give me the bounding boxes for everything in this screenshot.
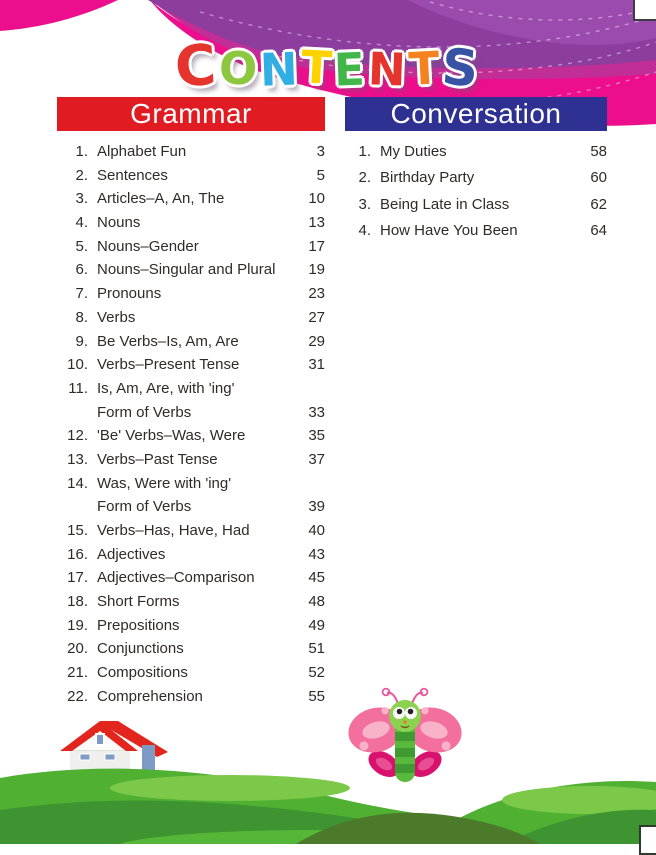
toc-title: Conjunctions (97, 640, 184, 658)
toc-number: 2. (75, 166, 88, 184)
toc-page: 60 (590, 169, 607, 187)
toc-page: 33 (308, 403, 325, 421)
toc-row (57, 590, 325, 614)
toc-title: Prepositions (97, 616, 180, 634)
toc-row (57, 306, 325, 330)
toc-number: 14. (67, 474, 88, 492)
toc-row (345, 139, 607, 165)
toc-row (57, 424, 325, 448)
toc-page: 45 (308, 569, 325, 587)
toc-row (345, 165, 607, 191)
toc-number: 4. (358, 222, 371, 240)
toc-title: Sentences (97, 166, 168, 184)
toc-page: 29 (308, 332, 325, 350)
toc-title: Adjectives (97, 545, 166, 563)
toc-title: Verbs–Has, Have, Had (97, 522, 250, 539)
toc-number: 21. (67, 664, 88, 682)
toc-page: 39 (308, 498, 325, 516)
toc-page: 5 (316, 166, 325, 184)
toc-row (57, 637, 325, 661)
toc-title: Comprehension (97, 687, 203, 705)
toc-row (57, 495, 325, 519)
title-letter: O (217, 41, 261, 96)
toc-number: 1. (358, 143, 371, 160)
toc-row (57, 472, 325, 496)
toc-number (57, 401, 88, 425)
toc-row (57, 543, 325, 567)
toc-page: 55 (308, 687, 325, 705)
toc-row (345, 218, 607, 244)
toc-number: 11. (68, 379, 88, 397)
title-letter: T (407, 41, 444, 96)
toc-page: 10 (308, 190, 325, 208)
title-letter: N (367, 42, 410, 97)
toc-number: 7. (75, 285, 88, 303)
grammar-section-header: Grammar (57, 97, 325, 131)
title-letter: E (333, 42, 369, 97)
toc-row (57, 211, 325, 235)
toc-title: Verbs–Present Tense (97, 356, 240, 374)
toc-number: 2. (358, 169, 371, 187)
toc-number: 19. (67, 616, 88, 634)
toc-number: 9. (75, 332, 88, 350)
toc-title: Form of Verbs (97, 403, 192, 421)
toc-page: 31 (308, 356, 325, 374)
toc-title: Articles–A, An, The (97, 190, 225, 208)
toc-page: 62 (590, 195, 607, 213)
toc-title: Be Verbs–Is, Am, Are (97, 332, 239, 350)
toc-number: 15. (67, 522, 88, 539)
toc-number: 16. (67, 545, 88, 563)
toc-page: 19 (308, 261, 325, 279)
toc-row (57, 282, 325, 306)
toc-title: Nouns–Singular and Plural (97, 261, 276, 279)
toc-number: 6. (75, 261, 88, 279)
title-letter: S (440, 37, 484, 99)
toc-row (57, 258, 325, 282)
conversation-section-header: Conversation (345, 97, 607, 131)
toc-number: 20. (67, 640, 88, 658)
toc-title: Was, Were with 'ing' (97, 474, 232, 492)
toc-title: Is, Am, Are, with 'ing' (97, 379, 235, 397)
toc-number: 13. (67, 450, 88, 468)
toc-row (57, 377, 325, 401)
toc-row (57, 448, 325, 472)
toc-page: 23 (308, 285, 325, 303)
toc-page (293, 472, 325, 496)
toc-page: 49 (308, 616, 325, 634)
conversation-toc-list (345, 139, 607, 245)
toc-row (57, 164, 325, 188)
grass-hills-graphic (0, 762, 656, 844)
toc-title: Form of Verbs (97, 498, 192, 516)
toc-number: 8. (75, 308, 88, 326)
toc-number: 18. (67, 593, 88, 611)
toc-page: 37 (308, 450, 325, 468)
toc-page: 13 (308, 214, 325, 232)
toc-row (57, 566, 325, 590)
toc-title: Verbs–Past Tense (97, 450, 218, 468)
grammar-toc-list (57, 140, 325, 709)
toc-row (57, 685, 325, 709)
toc-title: Pronouns (97, 285, 162, 303)
toc-number: 4. (75, 214, 88, 232)
toc-row (57, 661, 325, 685)
page-title (0, 34, 656, 99)
toc-row (57, 187, 325, 211)
toc-page: 48 (308, 593, 325, 611)
toc-number: 5. (75, 237, 88, 255)
toc-row (57, 353, 325, 377)
toc-row (57, 519, 325, 543)
toc-row (57, 330, 325, 354)
title-letter: T (299, 40, 336, 95)
toc-number: 3. (358, 195, 371, 213)
title-letter: C (172, 32, 221, 101)
toc-page: 52 (308, 664, 325, 682)
toc-page (293, 377, 325, 401)
toc-page: 43 (308, 545, 325, 563)
toc-page: 27 (308, 308, 325, 326)
toc-title: Short Forms (97, 593, 180, 611)
toc-title: Alphabet Fun (97, 143, 187, 160)
toc-title: How Have You Been (380, 222, 518, 240)
toc-page: 64 (590, 222, 607, 240)
toc-page: 35 (308, 427, 325, 445)
toc-page: 3 (316, 143, 325, 160)
toc-number (57, 495, 88, 519)
toc-title: Compositions (97, 664, 188, 682)
toc-title: 'Be' Verbs–Was, Were (97, 427, 246, 445)
toc-title: Being Late in Class (380, 195, 510, 213)
toc-title: Nouns–Gender (97, 237, 199, 255)
toc-number: 17. (67, 569, 88, 587)
toc-title: Adjectives–Comparison (97, 569, 255, 587)
toc-number: 1. (75, 143, 88, 160)
toc-number: 10. (67, 356, 88, 374)
scan-corner-mark (639, 825, 656, 855)
scan-corner-mark (633, 0, 656, 21)
toc-number: 22. (67, 687, 88, 705)
toc-number: 3. (75, 190, 88, 208)
toc-row (57, 235, 325, 259)
toc-title: My Duties (380, 143, 447, 160)
toc-title: Nouns (97, 214, 141, 232)
toc-title: Birthday Party (380, 169, 475, 187)
toc-number: 12. (67, 427, 88, 445)
toc-row (345, 192, 607, 218)
toc-row (57, 140, 325, 164)
toc-page: 40 (308, 522, 325, 539)
toc-page: 51 (308, 640, 325, 658)
toc-page: 17 (308, 237, 325, 255)
toc-row (57, 614, 325, 638)
title-letter: N (259, 42, 302, 97)
toc-page: 58 (590, 143, 607, 160)
toc-row (57, 401, 325, 425)
toc-title: Verbs (97, 308, 136, 326)
